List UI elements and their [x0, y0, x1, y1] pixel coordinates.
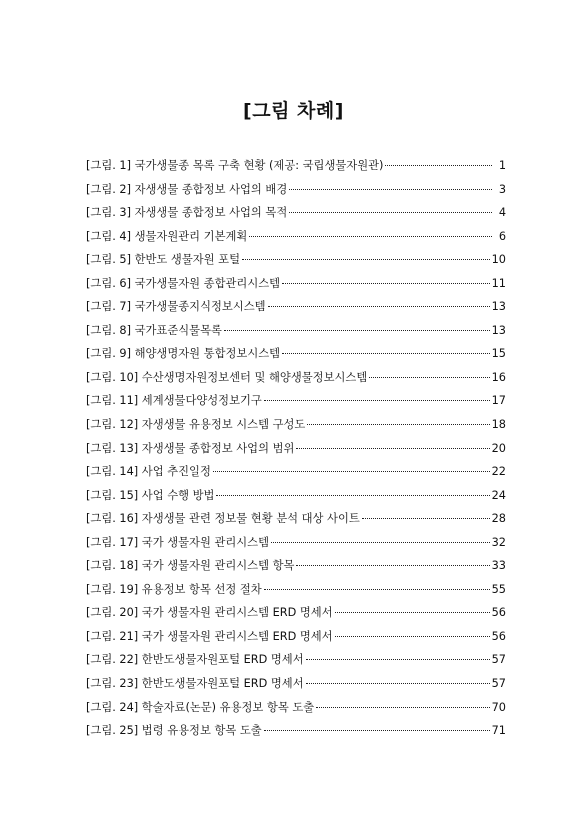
toc-entry-page-number: 33 [491, 559, 506, 573]
toc-entry-label: [그림. 13] 자생생물 종합정보 사업의 범위 [86, 441, 295, 455]
toc-entry-label: [그림. 4] 생물자원관리 기본계획 [86, 229, 248, 243]
dot-leader [268, 306, 490, 307]
toc-entry-page-number: 57 [491, 653, 506, 667]
toc-entry-label: [그림. 14] 사업 추진일정 [86, 465, 211, 479]
toc-entry[interactable] [86, 534, 506, 558]
toc-entry[interactable] [86, 416, 506, 440]
dot-leader [296, 448, 489, 449]
toc-entry-page-number: 15 [491, 347, 506, 361]
toc-entry[interactable] [86, 604, 506, 628]
toc-entry-label: [그림. 19] 유용정보 항목 선정 절차 [86, 582, 262, 596]
toc-entry-label: [그림. 18] 국가 생물자원 관리시스템 항목 [86, 559, 295, 573]
dot-leader [369, 377, 489, 378]
dot-leader [362, 518, 490, 519]
toc-entry-label: [그림. 25] 법령 유용정보 항목 도출 [86, 724, 262, 738]
toc-entry[interactable] [86, 628, 506, 652]
dot-leader [289, 189, 492, 190]
toc-entry[interactable] [86, 322, 506, 346]
toc-entry[interactable] [86, 463, 506, 487]
toc-entry[interactable] [86, 651, 506, 675]
toc-entry-label: [그림. 6] 국가생물자원 종합관리시스템 [86, 276, 281, 290]
dot-leader [306, 683, 490, 684]
toc-entry-label: [그림. 12] 자생생물 유용정보 시스템 구성도 [86, 418, 306, 432]
toc-entry-label: [그림. 15] 사업 수행 방법 [86, 488, 215, 502]
dot-leader [264, 400, 490, 401]
dot-leader [224, 330, 490, 331]
toc-entry-page-number: 57 [491, 677, 506, 691]
toc-entry[interactable] [86, 369, 506, 393]
toc-entry[interactable] [86, 487, 506, 511]
page-title: [그림 차례] [243, 100, 344, 122]
figure-list [86, 157, 506, 746]
toc-entry-label: [그림. 9] 해양생명자원 통합정보시스템 [86, 347, 281, 361]
dot-leader [335, 612, 490, 613]
toc-entry-page-number: 6 [498, 229, 506, 243]
dot-leader [213, 471, 490, 472]
toc-entry[interactable] [86, 557, 506, 581]
toc-entry-page-number: 56 [491, 629, 506, 643]
dot-leader [316, 707, 489, 708]
dot-leader [216, 495, 489, 496]
toc-entry-label: [그림. 20] 국가 생물자원 관리시스템 ERD 명세서 [86, 606, 333, 620]
toc-entry[interactable] [86, 581, 506, 605]
toc-entry-label: [그림. 10] 수산생명자원정보센터 및 해양생물정보시스템 [86, 370, 368, 384]
toc-entry-label: [그림. 5] 한반도 생물자원 포털 [86, 253, 240, 267]
toc-entry-page-number: 22 [491, 465, 506, 479]
toc-entry-page-number: 71 [491, 724, 506, 738]
dot-leader [264, 730, 490, 731]
dot-leader [271, 542, 490, 543]
toc-entry-page-number: 32 [491, 535, 506, 549]
toc-entry-page-number: 28 [491, 512, 506, 526]
toc-entry-page-number: 20 [491, 441, 506, 455]
toc-entry[interactable] [86, 204, 506, 228]
toc-entry[interactable] [86, 228, 506, 252]
toc-entry-label: [그림. 24] 학술자료(논문) 유용정보 항목 도출 [86, 700, 315, 714]
toc-entry[interactable] [86, 251, 506, 275]
toc-entry-page-number: 70 [491, 700, 506, 714]
toc-entry-label: [그림. 1] 국가생물종 목록 구축 현황 (제공: 국립생물자원관) [86, 159, 384, 172]
toc-entry-page-number: 4 [498, 206, 506, 220]
toc-entry-page-number: 24 [491, 488, 506, 502]
toc-entry-label: [그림. 21] 국가 생물자원 관리시스템 ERD 명세서 [86, 629, 333, 643]
toc-entry[interactable] [86, 510, 506, 534]
dot-leader [249, 236, 492, 237]
toc-entry-label: [그림. 11] 세계생물다양성정보기구 [86, 394, 262, 408]
toc-entry-page-number: 18 [491, 418, 506, 432]
toc-entry-label: [그림. 3] 자생생물 종합정보 사업의 목적 [86, 206, 288, 220]
toc-entry-label: [그림. 2] 자생생물 종합정보 사업의 배경 [86, 182, 288, 196]
toc-entry[interactable] [86, 392, 506, 416]
toc-entry[interactable] [86, 157, 506, 181]
toc-entry-page-number: 16 [491, 370, 506, 384]
toc-entry-label: [그림. 16] 자생생물 관련 정보물 현황 분석 대상 사이트 [86, 512, 360, 526]
toc-entry-page-number: 55 [491, 582, 506, 596]
toc-entry[interactable] [86, 298, 506, 322]
toc-entry-label: [그림. 23] 한반도생물자원포털 ERD 명세서 [86, 677, 304, 691]
dot-leader [307, 424, 489, 425]
toc-entry[interactable] [86, 699, 506, 723]
toc-entry[interactable] [86, 675, 506, 699]
dot-leader [296, 565, 489, 566]
toc-entry-label: [그림. 8] 국가표준식물목록 [86, 323, 222, 337]
toc-entry-label: [그림. 17] 국가 생물자원 관리시스템 [86, 535, 270, 549]
toc-entry[interactable] [86, 345, 506, 369]
toc-entry[interactable] [86, 181, 506, 205]
toc-entry-page-number: 13 [491, 323, 506, 337]
toc-entry-page-number: 17 [491, 394, 506, 408]
dot-leader [242, 259, 490, 260]
toc-entry-page-number: 10 [491, 253, 506, 267]
dot-leader [385, 165, 492, 166]
dot-leader [282, 353, 490, 354]
dot-leader [289, 212, 492, 213]
dot-leader [306, 659, 490, 660]
toc-entry-label: [그림. 7] 국가생물종지식정보시스템 [86, 300, 266, 314]
dot-leader [335, 636, 490, 637]
toc-entry-page-number: 11 [491, 276, 506, 290]
toc-entry[interactable] [86, 440, 506, 464]
toc-entry-page-number: 1 [498, 159, 506, 172]
toc-entry-page-number: 13 [491, 300, 506, 314]
dot-leader [282, 283, 490, 284]
toc-entry[interactable] [86, 722, 506, 746]
toc-entry[interactable] [86, 275, 506, 299]
toc-entry-page-number: 56 [491, 606, 506, 620]
toc-entry-page-number: 3 [498, 182, 506, 196]
toc-entry-label: [그림. 22] 한반도생물자원포털 ERD 명세서 [86, 653, 304, 667]
dot-leader [264, 589, 490, 590]
